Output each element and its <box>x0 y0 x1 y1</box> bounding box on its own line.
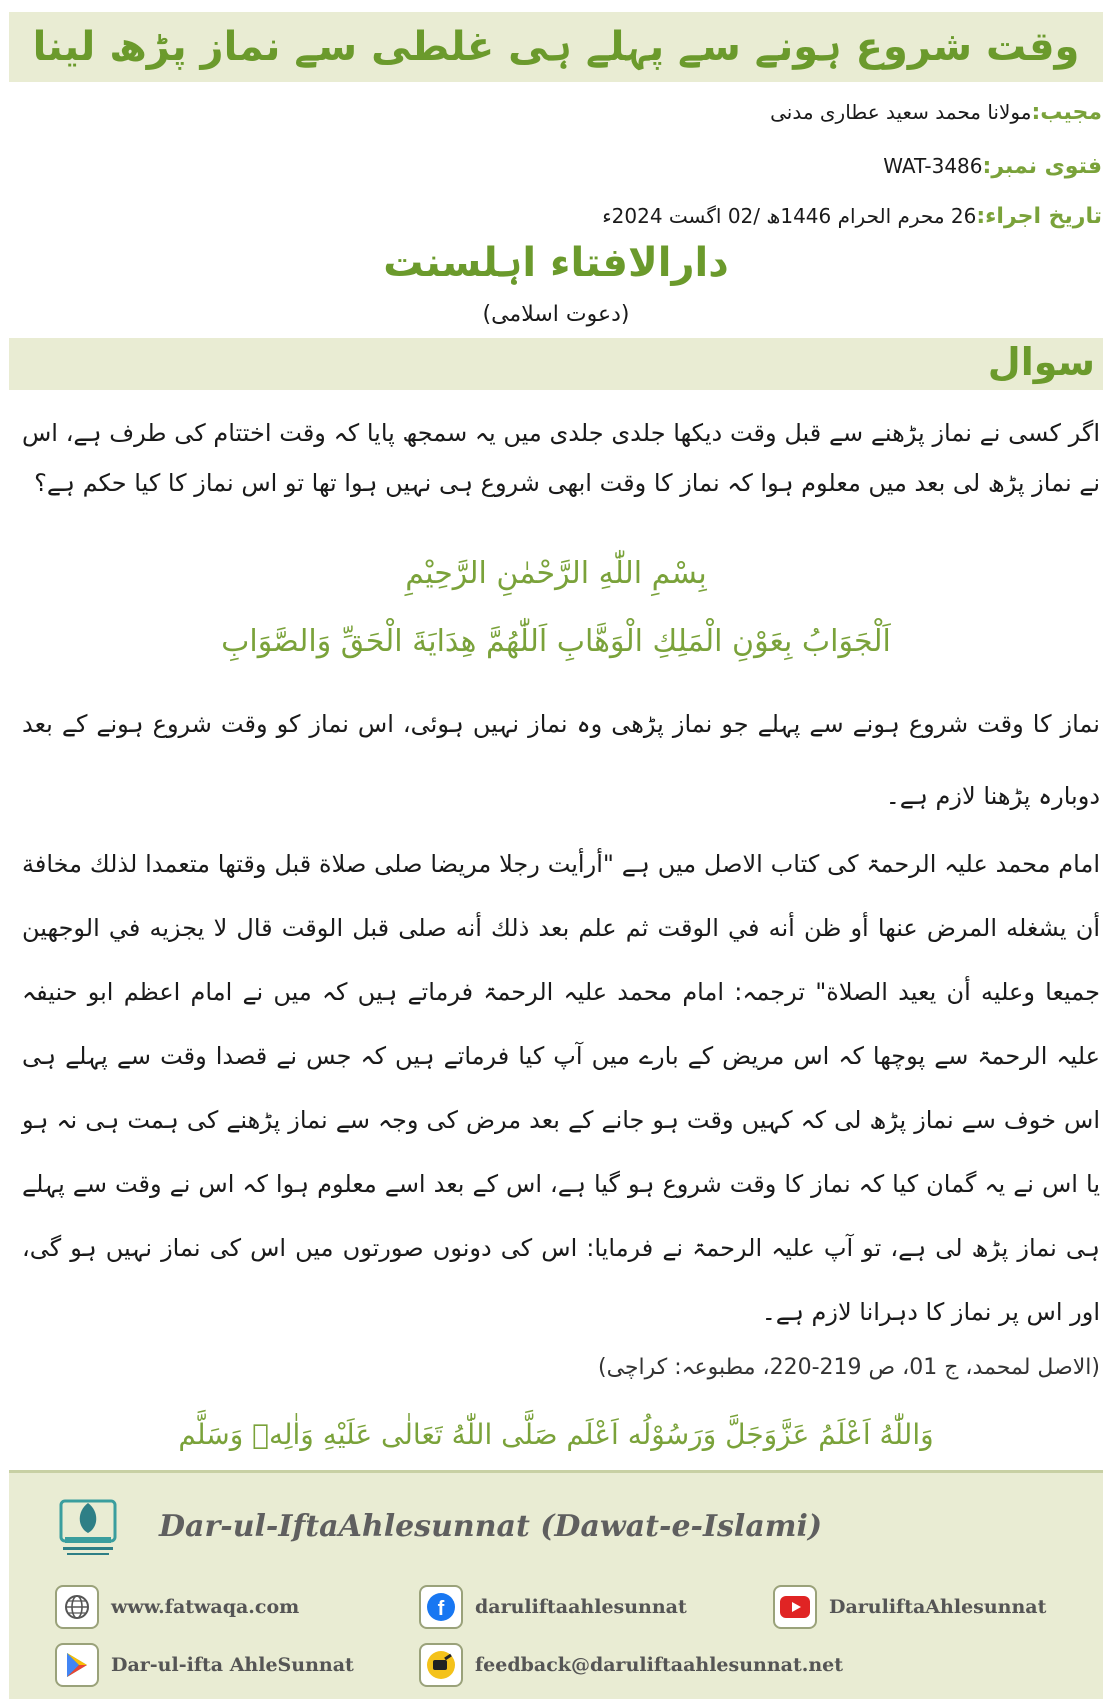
question-heading-bar <box>9 338 1103 390</box>
bismillah: بِسْمِ اللّٰهِ الرَّحْمٰنِ الرَّحِيْمِ <box>405 556 707 591</box>
playstore-link[interactable] <box>55 1643 354 1687</box>
youtube-text: DaruliftaAhlesunnat <box>829 1596 1047 1618</box>
fatwa-row <box>883 154 1102 179</box>
closing-dua: وَاللّٰهُ اَعْلَمُ عَزَّوَجَلَّ وَرَسُوْلُه اَعْلَم صَلَّی اللّٰهُ تَعَالٰی عَلَیْهِ وَاٰلِهٖ وَسَلَّم <box>178 1418 934 1451</box>
answer-reference: (الاصل لمحمد، ج 01، ص 219-220، مطبوعہ: کراچی) <box>597 1355 1100 1380</box>
institution-sub: (دعوت اسلامی) <box>482 302 630 327</box>
fatwa-value: WAT-3486 <box>883 154 983 178</box>
date-row <box>602 204 1102 229</box>
date-label: تاریخ اجراء: <box>976 204 1102 229</box>
youtube-link[interactable] <box>773 1585 1046 1629</box>
mujeeb-value: مولانا محمد سعید عطاری مدنی <box>770 100 1032 124</box>
facebook-link[interactable] <box>419 1585 687 1629</box>
answer-paragraph-1: نماز کا وقت شروع ہونے سے پہلے جو نماز پڑھی وہ نماز نہیں ہوئی، اس نماز کو وقت شروع ہونے کے بعد دوبارہ پڑھنا لازم ہے۔ <box>22 710 1100 810</box>
google-play-icon <box>55 1643 99 1687</box>
svg-text:f: f <box>437 1598 445 1620</box>
fatwa-label: فتوی نمبر: <box>982 154 1102 179</box>
footer <box>9 1470 1103 1699</box>
playstore-text: Dar-ul-ifta AhleSunnat <box>111 1654 354 1676</box>
feedback-icon <box>419 1643 463 1687</box>
email-link[interactable] <box>419 1643 843 1687</box>
email-text: feedback@daruliftaahlesunnat.net <box>475 1654 844 1676</box>
mujeeb-row <box>770 100 1102 125</box>
institution-name: دارالافتاء اہلسنت <box>383 240 729 286</box>
youtube-icon <box>773 1585 817 1629</box>
website-link[interactable] <box>55 1585 299 1629</box>
date-value: 26 محرم الحرام 1446ھ /02 اگست 2024ء <box>602 204 977 228</box>
website-text: www.fatwaqa.com <box>111 1596 300 1618</box>
question-heading: سوال <box>987 340 1095 384</box>
page-title: وقت شروع ہونے سے پہلے ہی غلطی سے نماز پڑھ لینا <box>32 24 1080 70</box>
answer-opening: اَلْجَوَابُ بِعَوْنِ الْمَلِكِ الْوَهَّابِ اَللّٰهُمَّ هِدَايَةَ الْحَقِّ وَالصَّوَابِ <box>221 624 891 659</box>
question-text: اگر کسی نے نماز پڑھنے سے قبل وقت دیکھا جلدی جلدی میں یہ سمجھ پایا کہ وقت اختتام کی طرف ہے، اس نے نماز پڑھ لی بعد میں معلوم ہوا کہ نماز کا وقت ابھی شروع ہی نہیں ہوا تھا تو اس نماز کا کیا حکم ہے؟ <box>22 419 1100 497</box>
footer-brand: Dar-ul-IftaAhlesunnat (Dawat-e-Islami) <box>159 1509 823 1544</box>
facebook-icon <box>419 1585 463 1629</box>
darul-ifta-logo <box>55 1493 121 1563</box>
facebook-text: daruliftaahlesunnat <box>475 1596 687 1618</box>
title-banner <box>9 12 1103 82</box>
globe-icon <box>55 1585 99 1629</box>
answer-paragraph-2: امام محمد علیہ الرحمۃ کی کتاب الاصل میں ہے "أرأيت رجلا مريضا صلى صلاة قبل وقتها متعمدا لذلك مخافة أن يشغله المرض عنها أو ظن أنه في الوقت ثم علم بعد ذلك أنه صلى قبل الوقت قال لا يجزيه في الوجهين جميعا وعليه أن يعيد الصلاة" ترجمہ: امام محمد علیہ الرحمۃ فرماتے ہیں کہ میں نے امام اعظم ابو حنیفہ علیہ الرحمۃ سے پوچھا کہ اس مریض کے بارے میں آپ کیا فرماتے ہیں کہ جس نے قصدا وقت سے پہلے ہی اس خوف سے نماز پڑھ لی کہ کہیں وقت ہو جانے کے بعد مرض کی وجہ سے نماز پڑھنے کی ہمت ہی نہ ہو یا اس نے یہ گمان کیا کہ نماز کا وقت شروع ہو گیا ہے، اس کے بعد اسے معلوم ہوا کہ اس نے وقت سے پہلے ہی نماز پڑھ لی ہے، تو آپ علیہ الرحمۃ نے فرمایا: اس کی دونوں صورتوں میں اس کی نماز نہیں ہو گی، اور اس پر نماز کا دہرانا لازم ہے۔ <box>22 850 1100 1326</box>
mujeeb-label: مجیب: <box>1031 100 1102 125</box>
